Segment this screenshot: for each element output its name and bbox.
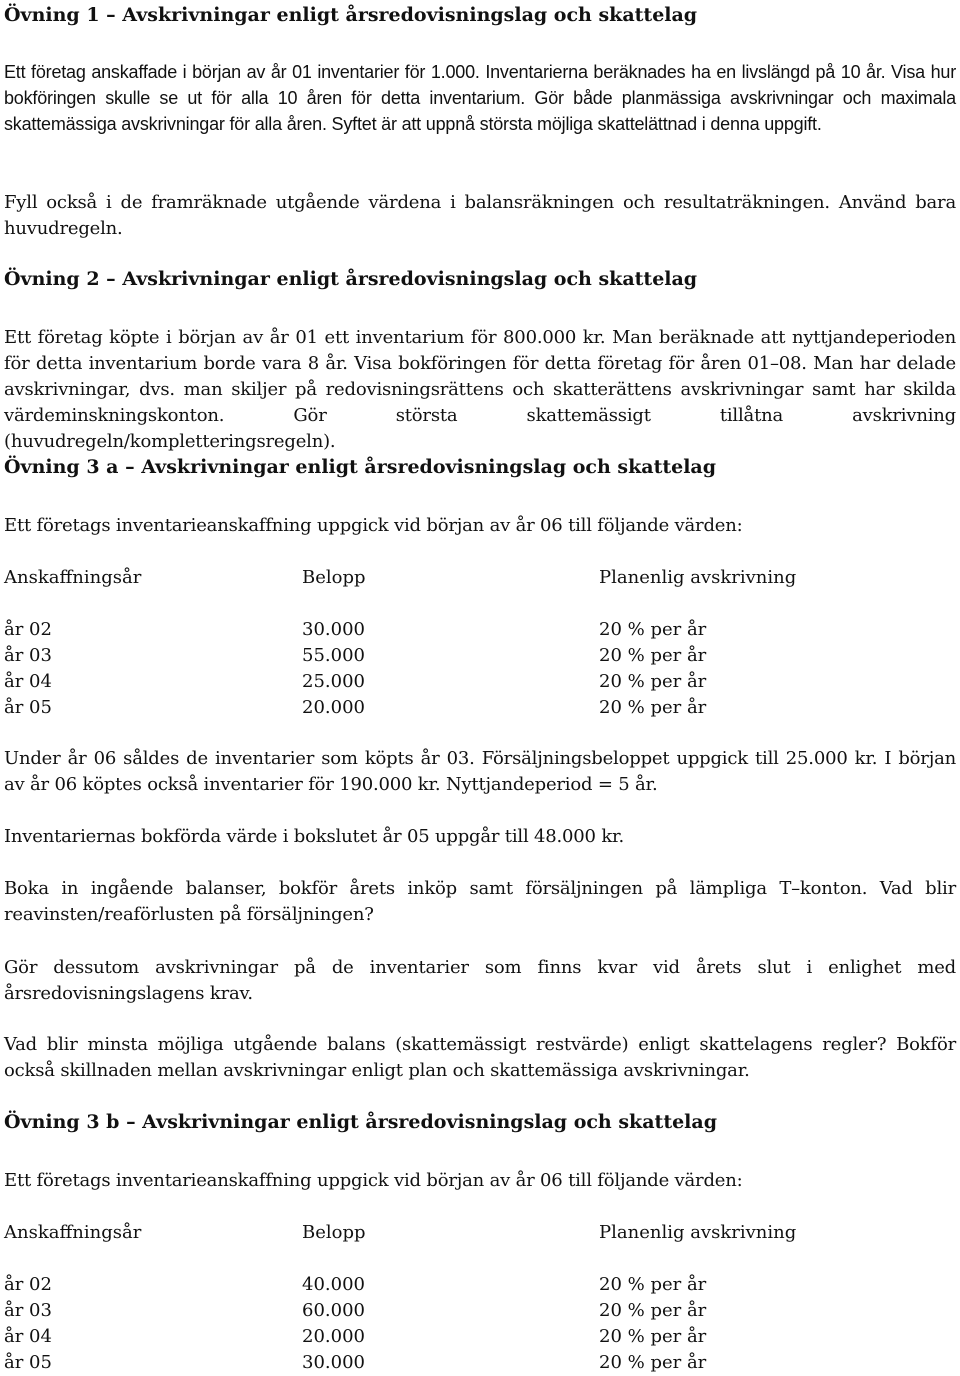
table-row bbox=[4, 1272, 796, 1298]
table-cell: 20 % per år bbox=[599, 645, 707, 666]
table-cell: år 05 bbox=[4, 1352, 52, 1373]
table-cell: 20 % per år bbox=[599, 1300, 707, 1321]
table-cell: 20 % per år bbox=[599, 1326, 707, 1347]
exercise-3a-paragraph-3: Boka in ingående balanser, bokför årets inköp samt försäljningen på lämpliga T–konton. Vad blir reavinsten/reaförlusten på försäljningen? bbox=[4, 878, 956, 925]
table-cell: 30.000 bbox=[302, 619, 365, 640]
column-header-planned-depreciation: Planenlig avskrivning bbox=[599, 567, 797, 588]
table-cell: 20 % per år bbox=[599, 1274, 707, 1295]
table-cell: 20 % per år bbox=[599, 697, 707, 718]
table-cell: år 04 bbox=[4, 671, 52, 692]
table-cell: 20 % per år bbox=[599, 1352, 707, 1373]
table-cell: 25.000 bbox=[302, 671, 365, 692]
column-header-acquisition-year: Anskaffningsår bbox=[4, 567, 142, 588]
table-cell: år 05 bbox=[4, 697, 52, 718]
column-header-amount: Belopp bbox=[302, 1222, 366, 1243]
exercise-2-paragraph-1: Ett företag köpte i början av år 01 ett inventarium för 800.000 kr. Man beräknade att nyttjandeperioden för detta inventarium borde vara 8 år. Visa bokföringen för detta företag för åren 01–08. Man har delade avskrivningar, dvs. man skiljer på redovisningsrättens och skatterättens avskrivningar samt har skilda värdeminskningskonton. Gör största skattemässigt tillåtna avskrivning (huvudregeln/kompletteringsregeln). bbox=[4, 327, 956, 452]
exercise-1-paragraph-2: Fyll också i de framräknade utgående värdena i balansräkningen och resultaträkningen. Använd bara huvudregeln. bbox=[4, 192, 956, 239]
exercise-3a-paragraph-4: Gör dessutom avskrivningar på de inventarier som finns kvar vid årets slut i enlighet med årsredovisningslagens krav. bbox=[4, 957, 956, 1004]
table-cell: 30.000 bbox=[302, 1352, 365, 1373]
table-cell: år 04 bbox=[4, 1326, 52, 1347]
exercise-3a-paragraph-1: Under år 06 såldes de inventarier som köpts år 03. Försäljningsbeloppet uppgick till 25.000 kr. I början av år 06 köptes också inventarier för 190.000 kr. Nyttjandeperiod = 5 år. bbox=[4, 748, 956, 795]
column-header-acquisition-year: Anskaffningsår bbox=[4, 1222, 142, 1243]
table-cell: 60.000 bbox=[302, 1300, 365, 1321]
exercise-3b-title: Övning 3 b – Avskrivningar enligt årsredovisningslag och skattelag bbox=[4, 1111, 717, 1133]
table-header-row bbox=[4, 1220, 796, 1246]
table-row bbox=[4, 669, 796, 695]
table-cell: 55.000 bbox=[302, 645, 365, 666]
exercise-3a-table bbox=[4, 565, 796, 721]
column-header-amount: Belopp bbox=[302, 567, 366, 588]
column-header-planned-depreciation: Planenlig avskrivning bbox=[599, 1222, 797, 1243]
exercise-3b-table bbox=[4, 1220, 796, 1376]
table-cell: år 03 bbox=[4, 645, 52, 666]
exercise-1-title: Övning 1 – Avskrivningar enligt årsredovisningslag och skattelag bbox=[4, 4, 698, 26]
table-row bbox=[4, 617, 796, 643]
exercise-1-paragraph-1: Ett företag anskaffade i början av år 01 inventarier för 1.000. Inventarierna beräknades ha en livslängd på 10 år. Visa hur bokföringen skulle se ut för alla 10 åren för detta inventarium. Gör både planmässiga avskrivningar och maximala skattemässiga avskrivningar för alla åren. Syftet är att uppnå största möjliga skattelättnad i denna uppgift. bbox=[4, 62, 956, 134]
exercise-3a-title: Övning 3 a – Avskrivningar enligt årsredovisningslag och skattelag bbox=[4, 456, 717, 478]
table-cell: 40.000 bbox=[302, 1274, 365, 1295]
exercise-3a-intro: Ett företags inventarieanskaffning uppgick vid början av år 06 till följande värden: bbox=[4, 515, 743, 536]
table-cell: år 02 bbox=[4, 619, 52, 640]
table-cell: år 03 bbox=[4, 1300, 52, 1321]
exercise-2-title: Övning 2 – Avskrivningar enligt årsredovisningslag och skattelag bbox=[4, 268, 698, 290]
table-row bbox=[4, 1350, 796, 1376]
table-row bbox=[4, 1298, 796, 1324]
table-row bbox=[4, 695, 796, 721]
table-row bbox=[4, 1324, 796, 1350]
table-cell: 20.000 bbox=[302, 697, 365, 718]
table-cell: 20 % per år bbox=[599, 619, 707, 640]
table-cell: år 02 bbox=[4, 1274, 52, 1295]
exercise-3b-intro: Ett företags inventarieanskaffning uppgick vid början av år 06 till följande värden: bbox=[4, 1170, 743, 1191]
exercise-3a-paragraph-5: Vad blir minsta möjliga utgående balans (skattemässigt restvärde) enligt skattelagens regler? Bokför också skillnaden mellan avskrivningar enligt plan och skattemässiga avskrivningar. bbox=[4, 1034, 956, 1081]
exercise-3a-paragraph-2: Inventariernas bokförda värde i bokslutet år 05 uppgår till 48.000 kr. bbox=[4, 826, 624, 847]
table-cell: 20 % per år bbox=[599, 671, 707, 692]
table-cell: 20.000 bbox=[302, 1326, 365, 1347]
table-header-row bbox=[4, 565, 796, 591]
table-row bbox=[4, 643, 796, 669]
